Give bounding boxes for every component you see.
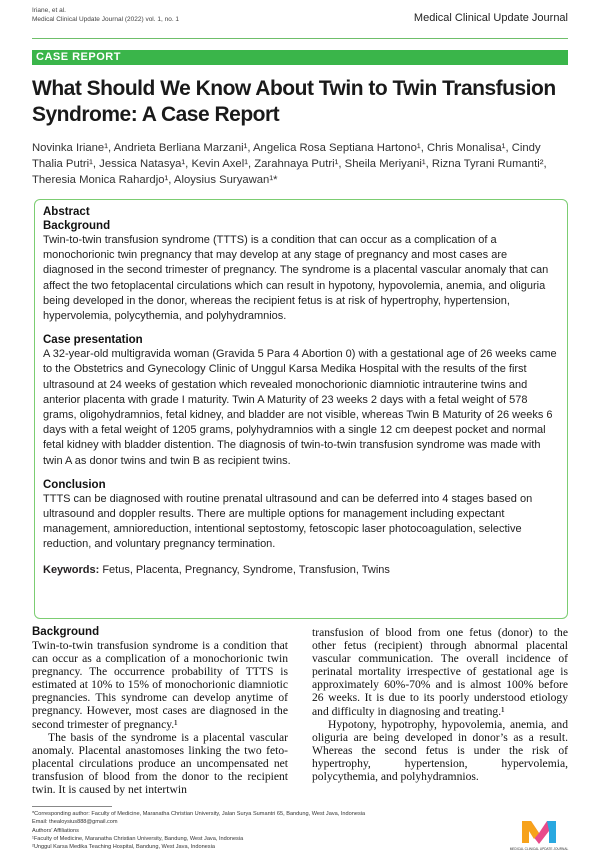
footnotes: [32, 810, 512, 851]
author-short: Iriane, et al.: [32, 7, 66, 14]
author-list: Novinka Iriane¹, Andrieta Berliana Marzani¹, Angelica Rosa Septiana Hartono¹, Chris Monalisa¹, Cindy Thalia Putri¹, Jessica Natasya¹, Kevin Axel¹, Zarahnaya Putri¹, Sheila Meriyani¹, Rizna Tyrani Rumanti², Theresia Monica Rahardjo¹, Aloysius Suryawan¹*: [32, 142, 547, 186]
affiliations-label: Authors’ Affiliations: [32, 827, 79, 834]
article-title: What Should We Know About Twin to Twin Transfusion Syndrome: A Case Report: [32, 77, 556, 126]
body-paragraph-1: Twin-to-twin transfusion syndrome is a condition that can occur as a complication of a monochorionic twin pregnancy. The occurrence probability of TTTS is estimated at 10% to 15% of monochorionic diamniotic pregnancies. This syndrome can develop anytime of pregnancy. However, most cases are diagnosed in the second trimester of pregnancy.¹: [32, 639, 288, 731]
corresponding-email: Email: thealoysius888@gmail.com: [32, 819, 118, 826]
footnote-divider: [32, 806, 112, 807]
body-column-left: [32, 626, 288, 796]
header-divider: [32, 38, 568, 39]
journal-name: Medical Clinical Update Journal: [413, 12, 568, 24]
abstract-box: [34, 199, 568, 619]
keywords-line: [43, 563, 559, 578]
citation: Medical Clinical Update Journal (2022) vol. 1, no. 1: [32, 16, 180, 23]
body-column-right: [312, 626, 568, 783]
keywords-label: Keywords:: [43, 563, 100, 576]
affiliation-2: ²Unggul Karsa Medika Teaching Hospital, Bandung, West Java, Indonesia: [32, 844, 215, 851]
corresponding-author: *Corresponding author: Faculty of Medicine, Maranatha Christian University, Jalan Surya Sumantri 65, Bandung, West Java, Indonesia: [32, 811, 366, 817]
body-background-heading: Background: [32, 626, 100, 638]
abstract-case-text: A 32-year-old multigravida woman (Gravida 5 Para 4 Abortion 0) with a gestational age of 26 weeks came to the Obstetrics and Gynecology Clinic of Unggul Karsa Medika Hospital with the results of the first ultrasound at 24 weeks of gestation which revealed monochorionic diamniotic intrauterine twins and anterior placenta with grade I maturity. Twin A Maturity of 23 weeks 2 days with a fetal weight of 578 grams, oligohydramnios, fetal kidney, and bladder are not visible, whereas Twin B Maturity of 26 weeks 6 days with a fetal weight of 1205 grams, polyhydramnios with a single 12 cm deepest pocket and normal fetal kidney with bladder distention. The diagnosis of twin-to-twin transfusion syndrome was made with twin A as donor twins and twin B as recipient twins.: [43, 348, 557, 467]
body-paragraph-4: Hypotony, hypotrophy, hypovolemia, anemia, and oliguria are being developed in donor’s as a result. Whereas the second fetus is under the risk of hypertrophy, hypertension, hypervolemia, polycythemia, and polyhydramnios.: [312, 717, 568, 784]
abstract-background-heading: Background: [43, 220, 111, 232]
journal-logo: [509, 815, 569, 855]
abstract-conclusion-heading: Conclusion: [43, 478, 106, 491]
body-paragraph-2: The basis of the syndrome is a placental vascular anomaly. Placental anastomoses linking the two feto-placental circulations produce an uncompensated net transfusion of blood from the donor to the recipient twin. It is caused by net intertwin: [32, 730, 288, 797]
affiliation-1: ¹Faculty of Medicine, Maranatha Christian University, Bandung, West Java, Indonesia: [32, 835, 244, 842]
body-paragraph-3: transfusion of blood from one fetus (donor) to the other fetus (recipient) through abnormal placental vascular communication. The overall incidence of perinatal mortality irrespective of gestational age is approximately 60%-70% and is almost 100% before 26 weeks. It is due to its poorly understood etiology and difficulty in diagnosing and treating.¹: [312, 626, 568, 718]
abstract-background-text: Twin-to-twin transfusion syndrome (TTTS) is a condition that can occur as a complication of a monochorionic twin pregnancy that may develop at any stage of pregnancy and most cases are diagnosed in the second trimester of pregnancy. The syndrome is a placental vascular anomaly that can affect the two fetoplacental circulations which can result in hypotony, hypovolemia, anemia, and oliguria being developed in the donor, whereas the recipient fetus is at risk of hypertrophy, hypertension, hypervolemia, polycythemia, and polyhydramnios.: [43, 234, 549, 323]
running-header: [32, 6, 179, 24]
logo-caption: MEDICAL CLINICAL UPDATE JOURNAL: [509, 847, 569, 851]
article-type-banner: CASE REPORT: [32, 50, 568, 65]
keywords-list: Fetus, Placenta, Pregnancy, Syndrome, Transfusion, Twins: [102, 563, 390, 576]
abstract-heading: Abstract: [43, 206, 90, 218]
abstract-case-heading: Case presentation: [43, 334, 143, 347]
abstract-conclusion-text: TTTS can be diagnosed with routine prenatal ultrasound and can be deferred into 4 stages based on ultrasound and doppler results. There are multiple options for management including expectant management, amnioreduction, intentional septostomy, fetoscopic laser photocoagulation, selective reduction, and voluntary pregnancy termination.: [43, 492, 533, 551]
